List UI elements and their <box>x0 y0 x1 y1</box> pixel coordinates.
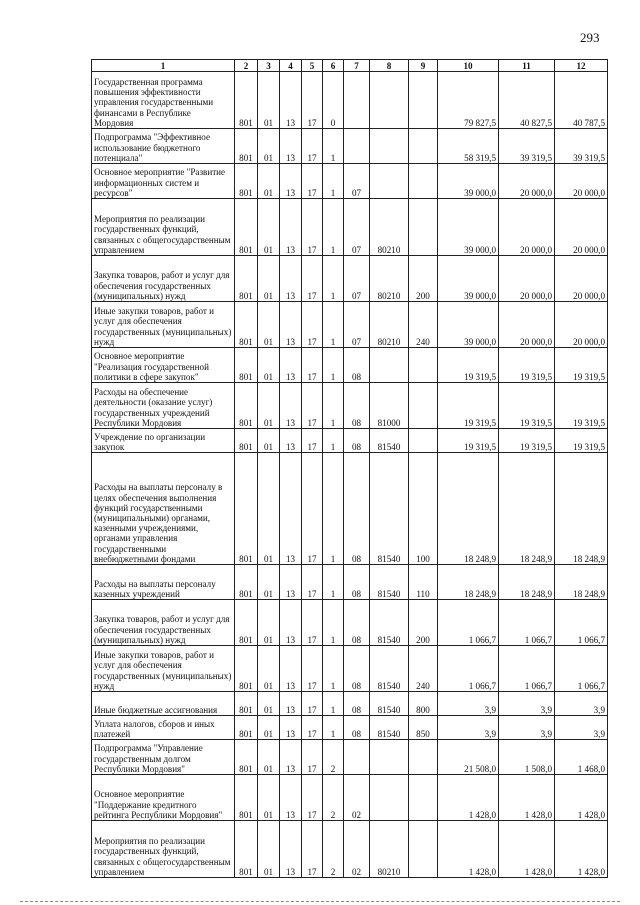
table-row <box>92 775 608 821</box>
row-name: Основное мероприятие "Развитие информационных систем и ресурсов" <box>92 164 235 199</box>
amount-year-1: 3,9 <box>438 692 499 716</box>
table-row <box>92 129 608 164</box>
code-program: 17 <box>302 383 323 429</box>
code-subsection: 13 <box>280 646 302 692</box>
table-header-row <box>92 60 608 72</box>
code-expense-type <box>409 740 438 775</box>
code-expense-type: 240 <box>409 646 438 692</box>
amount-year-2: 1 428,0 <box>499 775 555 821</box>
code-event: 07 <box>344 302 370 348</box>
amount-year-3: 20 000,0 <box>555 302 608 348</box>
column-header: 8 <box>370 60 409 72</box>
code-direction <box>370 740 409 775</box>
amount-year-1: 1 428,0 <box>438 821 499 878</box>
code-direction: 81000 <box>370 383 409 429</box>
table-row <box>92 429 608 453</box>
code-program: 17 <box>302 740 323 775</box>
code-direction: 80210 <box>370 256 409 302</box>
code-admin: 801 <box>235 740 258 775</box>
code-subsection: 13 <box>280 692 302 716</box>
code-section: 01 <box>258 256 280 302</box>
amount-year-2: 18 248,9 <box>499 565 555 600</box>
amount-year-2: 19 319,5 <box>499 348 555 383</box>
code-expense-type <box>409 775 438 821</box>
table-row <box>92 199 608 256</box>
amount-year-2: 3,9 <box>499 692 555 716</box>
amount-year-1: 39 000,0 <box>438 199 499 256</box>
amount-year-2: 19 319,5 <box>499 429 555 453</box>
table-row <box>92 453 608 565</box>
table-row <box>92 164 608 199</box>
row-name: Закупка товаров, работ и услуг для обеспечения государственных (муниципальных) нужд <box>92 600 235 646</box>
code-event: 08 <box>344 348 370 383</box>
code-section: 01 <box>258 199 280 256</box>
amount-year-3: 19 319,5 <box>555 348 608 383</box>
code-admin: 801 <box>235 302 258 348</box>
code-program: 17 <box>302 600 323 646</box>
row-name: Основное мероприятие "Реализация государственной политики в сфере закупок" <box>92 348 235 383</box>
code-section: 01 <box>258 740 280 775</box>
code-admin: 801 <box>235 600 258 646</box>
code-subprogram: 1 <box>323 600 344 646</box>
code-direction <box>370 775 409 821</box>
code-event <box>344 129 370 164</box>
amount-year-1: 39 000,0 <box>438 256 499 302</box>
code-event: 07 <box>344 199 370 256</box>
code-section: 01 <box>258 302 280 348</box>
column-header: 10 <box>438 60 499 72</box>
column-header: 7 <box>344 60 370 72</box>
table-row <box>92 716 608 740</box>
code-direction <box>370 72 409 129</box>
code-subsection: 13 <box>280 256 302 302</box>
row-name: Иные закупки товаров, работ и услуг для обеспечения государственных (муниципальных) нужд <box>92 302 235 348</box>
code-subsection: 13 <box>280 129 302 164</box>
code-event: 08 <box>344 692 370 716</box>
amount-year-1: 19 319,5 <box>438 429 499 453</box>
amount-year-3: 1 066,7 <box>555 646 608 692</box>
column-header: 11 <box>499 60 555 72</box>
amount-year-3: 1 066,7 <box>555 600 608 646</box>
code-expense-type <box>409 821 438 878</box>
column-header: 12 <box>555 60 608 72</box>
code-direction: 80210 <box>370 199 409 256</box>
code-expense-type <box>409 383 438 429</box>
code-subsection: 13 <box>280 164 302 199</box>
column-header: 9 <box>409 60 438 72</box>
amount-year-1: 21 508,0 <box>438 740 499 775</box>
amount-year-1: 1 428,0 <box>438 775 499 821</box>
code-subprogram: 0 <box>323 72 344 129</box>
code-section: 01 <box>258 429 280 453</box>
amount-year-2: 39 319,5 <box>499 129 555 164</box>
code-event: 08 <box>344 646 370 692</box>
code-direction: 81540 <box>370 429 409 453</box>
code-program: 17 <box>302 164 323 199</box>
code-subprogram: 1 <box>323 646 344 692</box>
table-row <box>92 600 608 646</box>
code-subsection: 13 <box>280 821 302 878</box>
code-program: 17 <box>302 692 323 716</box>
code-subsection: 13 <box>280 348 302 383</box>
row-name: Мероприятия по реализации государственных функций, связанных с общегосударственным управлением <box>92 199 235 256</box>
amount-year-2: 20 000,0 <box>499 164 555 199</box>
code-section: 01 <box>258 600 280 646</box>
amount-year-1: 79 827,5 <box>438 72 499 129</box>
amount-year-3: 39 319,5 <box>555 129 608 164</box>
amount-year-3: 1 428,0 <box>555 775 608 821</box>
table-row <box>92 692 608 716</box>
code-expense-type: 200 <box>409 600 438 646</box>
row-name: Иные закупки товаров, работ и услуг для обеспечения государственных (муниципальных) нужд <box>92 646 235 692</box>
code-program: 17 <box>302 716 323 740</box>
code-expense-type <box>409 72 438 129</box>
amount-year-3: 20 000,0 <box>555 199 608 256</box>
amount-year-3: 20 000,0 <box>555 164 608 199</box>
row-name: Закупка товаров, работ и услуг для обеспечения государственных (муниципальных) нужд <box>92 256 235 302</box>
code-section: 01 <box>258 453 280 565</box>
code-expense-type: 240 <box>409 302 438 348</box>
row-name: Мероприятия по реализации государственных функций, связанных с общегосударственным управлением <box>92 821 235 878</box>
code-program: 17 <box>302 775 323 821</box>
code-subsection: 13 <box>280 600 302 646</box>
code-admin: 801 <box>235 72 258 129</box>
code-section: 01 <box>258 129 280 164</box>
code-direction <box>370 348 409 383</box>
code-subprogram: 1 <box>323 692 344 716</box>
code-subprogram: 1 <box>323 199 344 256</box>
code-program: 17 <box>302 453 323 565</box>
code-program: 17 <box>302 348 323 383</box>
amount-year-3: 19 319,5 <box>555 383 608 429</box>
code-direction: 81540 <box>370 692 409 716</box>
code-program: 17 <box>302 72 323 129</box>
column-header: 3 <box>258 60 280 72</box>
table-row <box>92 646 608 692</box>
code-program: 17 <box>302 565 323 600</box>
code-section: 01 <box>258 821 280 878</box>
code-direction: 81540 <box>370 646 409 692</box>
code-expense-type: 800 <box>409 692 438 716</box>
code-section: 01 <box>258 72 280 129</box>
code-section: 01 <box>258 692 280 716</box>
code-event: 08 <box>344 453 370 565</box>
code-event: 08 <box>344 716 370 740</box>
row-name: Подпрограмма "Эффективное использование бюджетного потенциала" <box>92 129 235 164</box>
code-program: 17 <box>302 302 323 348</box>
code-event <box>344 740 370 775</box>
code-subprogram: 1 <box>323 716 344 740</box>
code-subsection: 13 <box>280 453 302 565</box>
code-event: 02 <box>344 821 370 878</box>
code-program: 17 <box>302 199 323 256</box>
code-admin: 801 <box>235 429 258 453</box>
code-subsection: 13 <box>280 565 302 600</box>
amount-year-2: 1 066,7 <box>499 600 555 646</box>
code-section: 01 <box>258 775 280 821</box>
code-subsection: 13 <box>280 199 302 256</box>
amount-year-3: 1 468,0 <box>555 740 608 775</box>
amount-year-2: 20 000,0 <box>499 302 555 348</box>
amount-year-2: 3,9 <box>499 716 555 740</box>
amount-year-2: 19 319,5 <box>499 383 555 429</box>
column-header: 4 <box>280 60 302 72</box>
code-event <box>344 72 370 129</box>
code-section: 01 <box>258 716 280 740</box>
code-admin: 801 <box>235 199 258 256</box>
amount-year-1: 39 000,0 <box>438 164 499 199</box>
budget-table <box>91 59 608 878</box>
column-header: 1 <box>92 60 235 72</box>
code-subprogram: 2 <box>323 740 344 775</box>
table-row <box>92 821 608 878</box>
code-event: 02 <box>344 775 370 821</box>
amount-year-2: 1 508,0 <box>499 740 555 775</box>
page-number: 293 <box>580 30 600 45</box>
code-subprogram: 2 <box>323 821 344 878</box>
code-direction: 81540 <box>370 565 409 600</box>
code-admin: 801 <box>235 383 258 429</box>
amount-year-3: 3,9 <box>555 692 608 716</box>
code-admin: 801 <box>235 716 258 740</box>
amount-year-3: 40 787,5 <box>555 72 608 129</box>
code-subprogram: 1 <box>323 164 344 199</box>
code-section: 01 <box>258 646 280 692</box>
code-expense-type: 100 <box>409 453 438 565</box>
code-expense-type: 200 <box>409 256 438 302</box>
code-event: 08 <box>344 383 370 429</box>
column-header: 5 <box>302 60 323 72</box>
code-admin: 801 <box>235 565 258 600</box>
row-name: Расходы на выплаты персоналу казенных учреждений <box>92 565 235 600</box>
table-body <box>92 72 608 878</box>
code-direction: 81540 <box>370 600 409 646</box>
code-event: 07 <box>344 164 370 199</box>
amount-year-3: 20 000,0 <box>555 256 608 302</box>
code-admin: 801 <box>235 821 258 878</box>
amount-year-1: 19 319,5 <box>438 348 499 383</box>
amount-year-3: 18 248,9 <box>555 565 608 600</box>
code-subsection: 13 <box>280 302 302 348</box>
code-admin: 801 <box>235 453 258 565</box>
amount-year-2: 1 428,0 <box>499 821 555 878</box>
code-subprogram: 1 <box>323 565 344 600</box>
code-direction: 80210 <box>370 821 409 878</box>
table-row <box>92 383 608 429</box>
amount-year-1: 3,9 <box>438 716 499 740</box>
code-expense-type <box>409 199 438 256</box>
code-admin: 801 <box>235 692 258 716</box>
code-section: 01 <box>258 565 280 600</box>
amount-year-2: 1 066,7 <box>499 646 555 692</box>
code-admin: 801 <box>235 164 258 199</box>
amount-year-3: 3,9 <box>555 716 608 740</box>
code-subsection: 13 <box>280 740 302 775</box>
code-admin: 801 <box>235 646 258 692</box>
code-subsection: 13 <box>280 775 302 821</box>
code-program: 17 <box>302 646 323 692</box>
amount-year-1: 18 248,9 <box>438 565 499 600</box>
code-section: 01 <box>258 383 280 429</box>
amount-year-3: 19 319,5 <box>555 429 608 453</box>
amount-year-1: 18 248,9 <box>438 453 499 565</box>
code-subsection: 13 <box>280 716 302 740</box>
code-direction: 80210 <box>370 302 409 348</box>
code-subprogram: 1 <box>323 383 344 429</box>
row-name: Иные бюджетные ассигнования <box>92 692 235 716</box>
row-name: Основное мероприятие "Поддержание кредитного рейтинга Республики Мордовия" <box>92 775 235 821</box>
table-row <box>92 72 608 129</box>
row-name: Расходы на обеспечение деятельности (оказание услуг) государственных учреждений Республики Мордовия <box>92 383 235 429</box>
column-header: 2 <box>235 60 258 72</box>
amount-year-2: 20 000,0 <box>499 256 555 302</box>
table-row <box>92 740 608 775</box>
code-subsection: 13 <box>280 429 302 453</box>
code-expense-type <box>409 348 438 383</box>
code-expense-type <box>409 129 438 164</box>
amount-year-1: 1 066,7 <box>438 646 499 692</box>
code-admin: 801 <box>235 256 258 302</box>
code-program: 17 <box>302 821 323 878</box>
code-program: 17 <box>302 429 323 453</box>
code-expense-type <box>409 429 438 453</box>
amount-year-2: 20 000,0 <box>499 199 555 256</box>
code-expense-type: 110 <box>409 565 438 600</box>
amount-year-3: 1 428,0 <box>555 821 608 878</box>
column-header: 6 <box>323 60 344 72</box>
table-row <box>92 565 608 600</box>
row-name: Учреждение по организации закупок <box>92 429 235 453</box>
code-event: 08 <box>344 600 370 646</box>
page-bottom-divider <box>20 901 620 902</box>
code-admin: 801 <box>235 775 258 821</box>
amount-year-2: 18 248,9 <box>499 453 555 565</box>
row-name: Государственная программа повышения эффективности управления государственными финансами в Республике Мордовия <box>92 72 235 129</box>
code-subprogram: 1 <box>323 256 344 302</box>
amount-year-1: 19 319,5 <box>438 383 499 429</box>
code-subprogram: 1 <box>323 129 344 164</box>
amount-year-2: 40 827,5 <box>499 72 555 129</box>
row-name: Расходы на выплаты персоналу в целях обеспечения выполнения функций государственными (муниципальными) органами, казенными учреждениями, органами управления государственными внебюджетными фондами <box>92 453 235 565</box>
code-subprogram: 1 <box>323 302 344 348</box>
code-event: 07 <box>344 256 370 302</box>
code-admin: 801 <box>235 129 258 164</box>
code-event: 08 <box>344 429 370 453</box>
table-row <box>92 348 608 383</box>
code-subprogram: 2 <box>323 775 344 821</box>
code-program: 17 <box>302 129 323 164</box>
code-section: 01 <box>258 164 280 199</box>
amount-year-3: 18 248,9 <box>555 453 608 565</box>
code-subprogram: 1 <box>323 453 344 565</box>
amount-year-1: 1 066,7 <box>438 600 499 646</box>
table-row <box>92 256 608 302</box>
code-section: 01 <box>258 348 280 383</box>
code-subsection: 13 <box>280 72 302 129</box>
code-admin: 801 <box>235 348 258 383</box>
code-expense-type: 850 <box>409 716 438 740</box>
code-event: 08 <box>344 565 370 600</box>
table-row <box>92 302 608 348</box>
amount-year-1: 58 319,5 <box>438 129 499 164</box>
code-direction: 81540 <box>370 716 409 740</box>
code-subprogram: 1 <box>323 429 344 453</box>
amount-year-1: 39 000,0 <box>438 302 499 348</box>
code-expense-type <box>409 164 438 199</box>
code-program: 17 <box>302 256 323 302</box>
code-direction: 81540 <box>370 453 409 565</box>
row-name: Подпрограмма "Управление государственным долгом Республики Мордовия" <box>92 740 235 775</box>
code-direction <box>370 129 409 164</box>
code-subprogram: 1 <box>323 348 344 383</box>
code-direction <box>370 164 409 199</box>
row-name: Уплата налогов, сборов и иных платежей <box>92 716 235 740</box>
code-subsection: 13 <box>280 383 302 429</box>
